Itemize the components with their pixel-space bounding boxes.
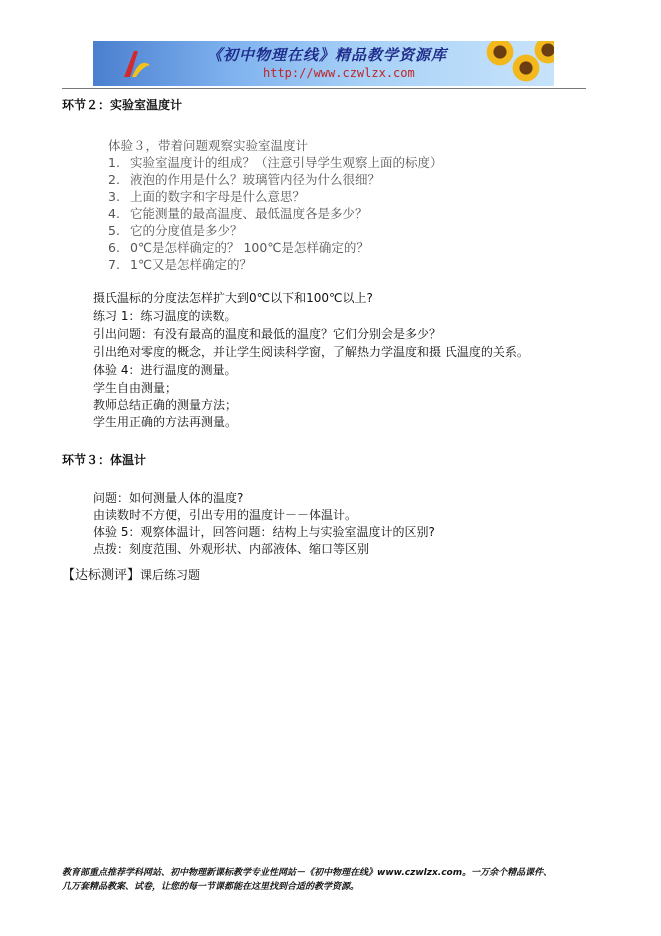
image-list-item: 3. 上面的数字和字母是什么意思？: [108, 189, 306, 204]
image-list-item: 4. 它能测量的最高温度、最低温度各是多少？: [108, 206, 368, 221]
assessment-label: 【达标测评】: [62, 568, 141, 583]
section-2-heading: 环节２：实验室温度计: [62, 98, 183, 112]
banner-url[interactable]: http://www.czwlzx.com: [263, 66, 415, 80]
assessment-text: 课后练习题: [140, 568, 201, 582]
header-banner: [93, 41, 554, 86]
body-line: 问题：如何测量人体的温度?: [93, 491, 244, 505]
body-line: 引出问题：有没有最高的温度和最低的温度？它们分别会是多少？: [93, 327, 442, 341]
image-title: 体验３，带着问题观察实验室温度计: [108, 138, 309, 153]
image-list-item: 5. 它的分度值是多少？: [108, 223, 243, 238]
image-list-item: 6. 0℃是怎样确定的？ 100℃是怎样确定的？: [108, 240, 369, 255]
body-line: 引出绝对零度的概念，并让学生阅读科学窗，了解热力学温度和摄 氏温度的关系。: [93, 345, 529, 359]
body-line: 体验 5：观察体温计，回答问题：结构上与实验室温度计的区别?: [93, 525, 435, 539]
banner-title: 《初中物理在线》精品教学资源库: [207, 46, 448, 64]
body-line: 学生自由测量；: [93, 381, 178, 395]
image-list-item: 7. 1℃又是怎样确定的？: [108, 257, 252, 272]
footer-line-2: 几万套精品教案、试卷，让您的每一节课都能在这里找到合适的教学资源。: [62, 882, 360, 892]
footer-line-1: 教育部重点推荐学科网站、初中物理新课标教学专业性网站－《初中物理在线》www.czwlzx.com。一万余个精品课件、: [62, 868, 553, 878]
assessment-line: [62, 567, 200, 584]
body-line: 由读数时不方便，引出专用的温度计－－体温计。: [93, 508, 358, 522]
body-line: 点拨：刻度范围、外观形状、内部液体、缩口等区别: [93, 542, 370, 556]
site-logo-icon: [120, 47, 154, 81]
body-line: 体验 4：进行温度的测量。: [93, 363, 237, 377]
body-line: 摄氏温标的分度法怎样扩大到0℃以下和100℃以上?: [93, 291, 373, 305]
question-image: [108, 137, 488, 287]
section-3-heading: 环节３：体温计: [62, 453, 147, 467]
header-divider: [62, 88, 586, 89]
image-list-item: 1. 实验室温度计的组成？（注意引导学生观察上面的标度）: [108, 155, 443, 170]
body-line: 教师总结正确的测量方法；: [93, 398, 238, 412]
image-list-item: 2. 液泡的作用是什么？玻璃管内径为什么很细？: [108, 172, 381, 187]
body-line: 练习 1：练习温度的读数。: [93, 309, 237, 323]
body-line: 学生用正确的方法再测量。: [93, 415, 238, 429]
sunflower-icon: [485, 41, 515, 67]
